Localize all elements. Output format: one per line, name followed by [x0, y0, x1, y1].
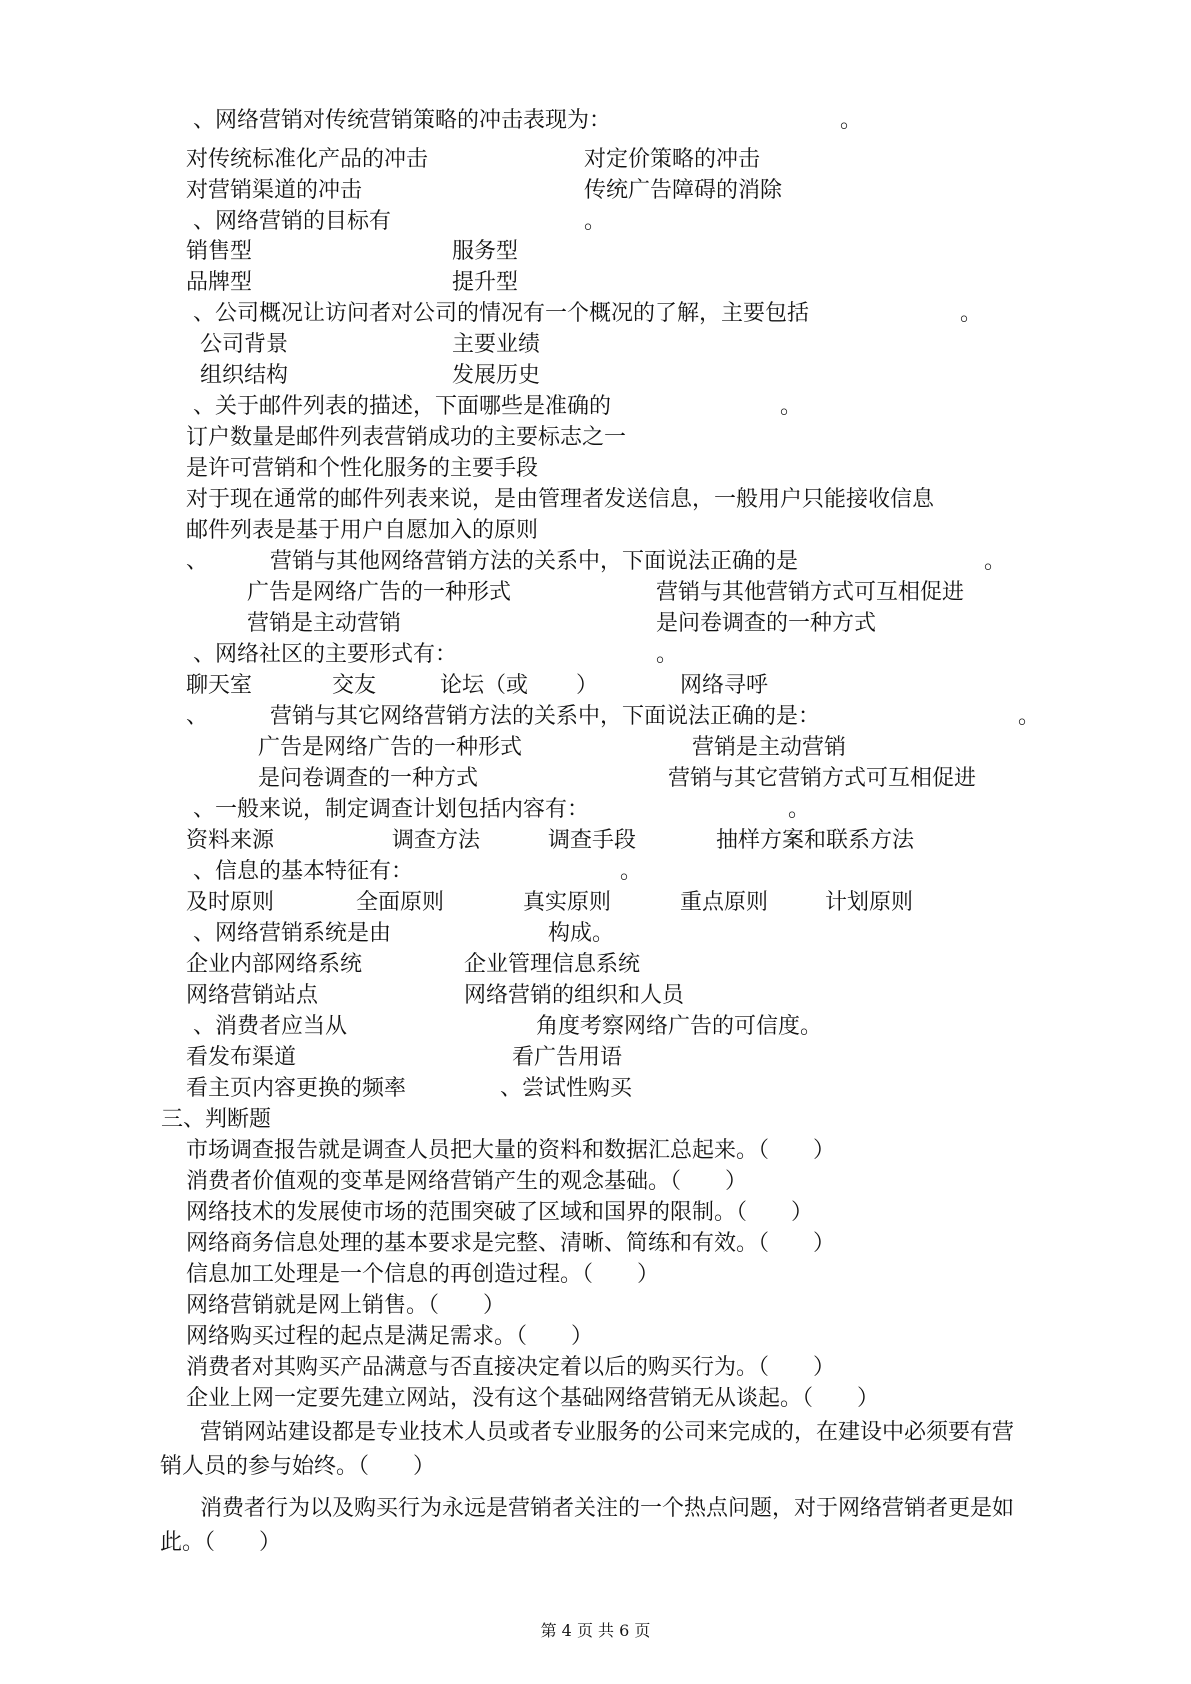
judgement-item-8: 消费者对其购买产品满意与否直接决定着以后的购买行为。（ ） — [186, 1355, 836, 1380]
option-c: 真实原则 — [523, 890, 612, 915]
page-footer: 第 4 页 共 6 页 — [540, 1621, 651, 1640]
option-a: 资料来源 — [186, 828, 275, 853]
judgement-item-4: 网络商务信息处理的基本要求是完整、清晰、简练和有效。（ ） — [186, 1231, 836, 1256]
option-a: 看发布渠道 — [186, 1045, 297, 1070]
judgement-item-9: 企业上网一定要先建立网站，没有这个基础网络营销无从谈起。（ ） — [186, 1386, 880, 1411]
option-c: 调查手段 — [548, 828, 637, 853]
option-a: 广告是网络广告的一种形式 — [247, 580, 512, 605]
option-a: 对传统标准化产品的冲击 — [186, 147, 429, 172]
option-b: 企业管理信息系统 — [464, 952, 641, 977]
option-d: 提升型 — [452, 270, 519, 295]
option-b: 主要业绩 — [452, 332, 541, 357]
option-c: 品牌型 — [186, 270, 253, 295]
option-d: 抽样方案和联系方法 — [716, 828, 915, 853]
option-c: 营销是主动营销 — [247, 611, 402, 636]
option-a: 企业内部网络系统 — [186, 952, 363, 977]
option-c: 组织结构 — [200, 363, 289, 388]
document-page: 、网络营销对传统营销策略的冲击表现为： 。 对传统标准化产品的冲击 对定价策略的冲击 对营销渠道的冲击 传统广告障碍的消除 、网络营销的目标有 。 销售型 服务型 品牌型 提升型 、公司概况让访问者对公司的情况有一个概况的了解，主要包括 。 公司背景 主要业绩 组织结构 发展历史 、关于邮件列表的描述，下面哪些是准确的 。 订户数量是邮件列表营销成功的主要标志之一 是许可营销和个性化服务的主要手段 对于现在通常的邮件列表来说，是由管理者发送信息，一般用户只能接收信息 邮件列表是基于用户自愿加入的原则 、 营销与其他网络营销方法的关系中，下面说法正确的是 。 广告是网络广告的一种形式 营销与其他营销方式可互相促进 营销是主动营销 是问卷调查的一种方式 、网络社区的主要形式有： 。 聊天室 交友 论坛（或 ） 网络寻呼 、 营销与其它网络营销方法的关系中，下面说法正确的是： 。 广告是网络广告的一种形式 营销是主动营销 是问卷调查的一种方式 营销与其它营销方式可互相促进 、一般来说，制定调查计划包括内容有： 。 资料来源 调查方法 调查手段 抽样方案和联系方法 、信息的基本特征有： 。 及时原则 全面原则 真实原则 重点原则 计划原则 、网络营销系统是由 构成。 企业内部网络系统 企业管理信息系统 网络营销站点 网络营销的组织和人员 、消费者应当从 角度考察网络广告的可信度。 看发布渠道 看广告用语 看主页内容更换的频率 、尝试性购买 三、判断题 市场调查报告就是调查人员把大量的资料和数据汇总起来。（ ） 消费者价值观的变革是网络营销产生的观念基础。（ ） 网络技术的发展使市场的范围突破了区域和国界的限制。（ ） 网络商务信息处理的基本要求是完整、清晰、简练和有效。（ ） 信息加工处理是一个信息的再创造过程。（ ） 网络营销就是网上销售。（ ） 网络购买过程的起点是满足需求。（ ） 消费者对其购买产品满意与否直接决定着以后的购买行为。（ ） 企业上网一定要先建立网站，没有这个基础网络营销无从谈起。（ ） 营销网站建设都是专业技术人员或者专业服务的公司来完成的，在建设中必须要有营 销人员的参与始终。（ ） 消费者行为以及购买行为永远是营销者关注的一个热点问题，对于网络营销者更是如 此。（ ） 第 4 页 共 6 页 — [0, 0, 1191, 1684]
option-b: 调查方法 — [392, 828, 481, 853]
judgement-item-2: 消费者价值观的变革是网络营销产生的观念基础。（ ） — [186, 1169, 748, 1194]
judgement-item-11-line-2: 此。（ ） — [160, 1530, 282, 1555]
judgement-item-6: 网络营销就是网上销售。（ ） — [186, 1293, 506, 1318]
option-c: 网络营销站点 — [186, 983, 319, 1008]
option-a: 聊天室 — [186, 673, 253, 698]
option-b: 营销是主动营销 — [692, 735, 847, 760]
option-b: 营销与其他营销方式可互相促进 — [656, 580, 965, 605]
judgement-item-5: 信息加工处理是一个信息的再创造过程。（ ） — [186, 1262, 660, 1287]
option-c: 是问卷调查的一种方式 — [258, 766, 479, 791]
option-d: 传统广告障碍的消除 — [584, 178, 783, 203]
option-d: 重点原则 — [680, 890, 769, 915]
option-d: 是问卷调查的一种方式 — [656, 611, 877, 636]
option-d: 营销与其它营销方式可互相促进 — [668, 766, 977, 791]
option-e: 计划原则 — [825, 890, 914, 915]
option-a: 及时原则 — [186, 890, 275, 915]
section-3-title: 三、判断题 — [161, 1107, 272, 1132]
option-b: 对定价策略的冲击 — [584, 147, 761, 172]
option-d: 网络营销的组织和人员 — [464, 983, 685, 1008]
judgement-item-7: 网络购买过程的起点是满足需求。（ ） — [186, 1324, 594, 1349]
judgement-item-10-line-1: 营销网站建设都是专业技术人员或者专业服务的公司来完成的，在建设中必须要有营 — [200, 1420, 1015, 1445]
option-d: 网络寻呼 — [680, 673, 769, 698]
judgement-item-10-line-2: 销人员的参与始终。（ ） — [160, 1454, 436, 1479]
option-c: 论坛（或 — [440, 673, 529, 698]
judgement-item-1: 市场调查报告就是调查人员把大量的资料和数据汇总起来。（ ） — [186, 1138, 836, 1163]
option-b: 服务型 — [452, 239, 519, 264]
option-b: 全面原则 — [356, 890, 445, 915]
option-a: 销售型 — [186, 239, 253, 264]
option-d: 、尝试性购买 — [500, 1076, 633, 1101]
option-b: 交友 — [332, 673, 377, 698]
judgement-item-3: 网络技术的发展使市场的范围突破了区域和国界的限制。（ ） — [186, 1200, 814, 1225]
option-d: 发展历史 — [452, 363, 541, 388]
option-c: 对营销渠道的冲击 — [186, 178, 363, 203]
option-a: 公司背景 — [200, 332, 289, 357]
option-a: 广告是网络广告的一种形式 — [258, 735, 523, 760]
option-b: 看广告用语 — [512, 1045, 623, 1070]
judgement-item-11-line-1: 消费者行为以及购买行为永远是营销者关注的一个热点问题，对于网络营销者更是如 — [200, 1496, 1015, 1521]
option-c: 看主页内容更换的频率 — [186, 1076, 407, 1101]
